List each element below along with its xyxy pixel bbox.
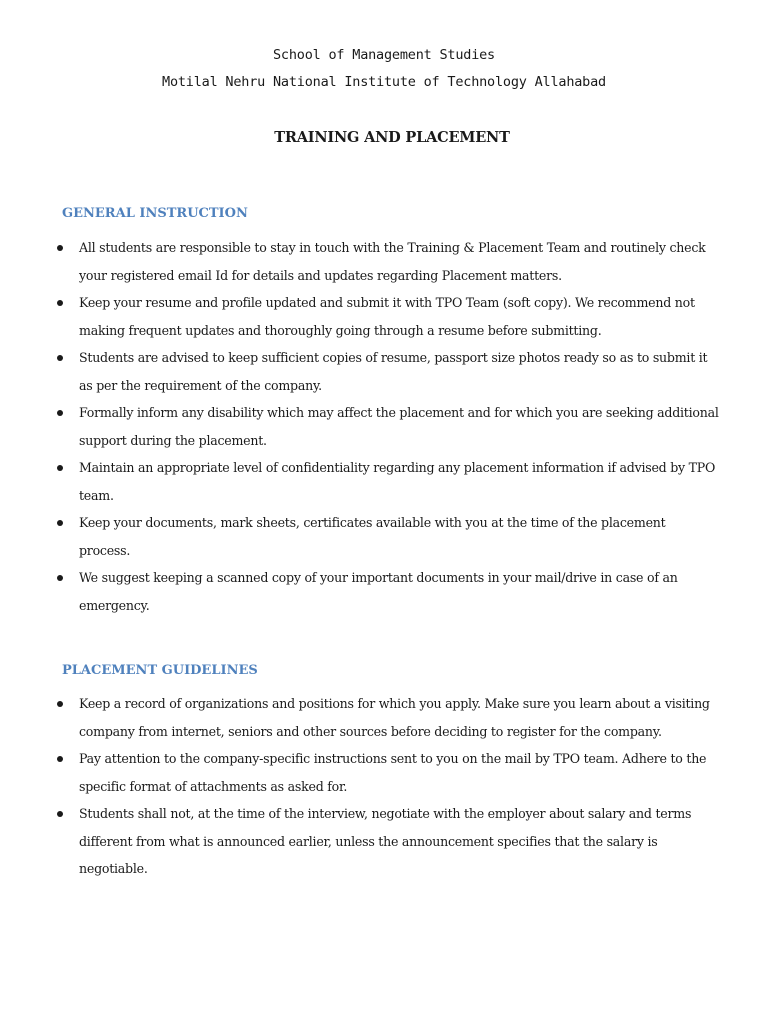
bullet-icon [57,756,63,762]
list-item-text: Students are advised to keep sufficient copies of resume, passport size photos ready so as to submit it as per the requirement of the company. [79,350,708,393]
list-item [0,509,768,564]
bullet-icon [57,701,63,707]
list-item-text: Keep your documents, mark sheets, certificates available with you at the time of the placement process. [79,515,666,558]
list-item-text: Maintain an appropriate level of confidentiality regarding any placement information if advised by TPO team. [79,460,716,503]
bullet-icon [57,355,63,361]
list-item [0,344,768,399]
list-item [0,800,768,883]
bullet-icon [57,575,63,581]
school-name: School of Management Studies [273,47,495,63]
bullet-icon [57,811,63,817]
list-item [0,745,768,800]
list-item [0,289,768,344]
list-item [0,690,768,745]
placement-guidelines-list [0,690,768,883]
section-heading-placement-guidelines: PLACEMENT GUIDELINES [62,663,258,678]
section-heading-general-instruction: GENERAL INSTRUCTION [62,206,248,221]
list-item-text: Keep your resume and profile updated and submit it with TPO Team (soft copy). We recommend not making frequent updates and thoroughly going through a resume before submitting. [79,295,695,338]
list-item-text: Students shall not, at the time of the interview, negotiate with the employer about salary and terms different from what is announced earlier, unless the announcement specifies that the salary is negotiable. [79,806,692,876]
general-instruction-list [0,234,768,619]
list-item-text: Pay attention to the company-specific instructions sent to you on the mail by TPO team. Adhere to the specific format of attachments as asked for. [79,751,707,794]
document-title: TRAINING AND PLACEMENT [274,129,510,146]
list-item [0,454,768,509]
list-item [0,564,768,619]
list-item [0,234,768,289]
list-item-text: Formally inform any disability which may affect the placement and for which you are seeking additional support during the placement. [79,405,719,448]
list-item-text: Keep a record of organizations and positions for which you apply. Make sure you learn about a visiting company from internet, seniors and other sources before deciding to register for the company. [79,696,710,739]
list-item-text: We suggest keeping a scanned copy of your important documents in your mail/drive in case of an emergency. [79,570,678,613]
bullet-icon [57,520,63,526]
bullet-icon [57,465,63,471]
bullet-icon [57,300,63,306]
bullet-icon [57,410,63,416]
list-item [0,399,768,454]
list-item-text: All students are responsible to stay in touch with the Training & Placement Team and routinely check your registered email Id for details and updates regarding Placement matters. [79,240,706,283]
bullet-icon [57,245,63,251]
institute-name: Motilal Nehru National Institute of Technology Allahabad [162,74,606,90]
